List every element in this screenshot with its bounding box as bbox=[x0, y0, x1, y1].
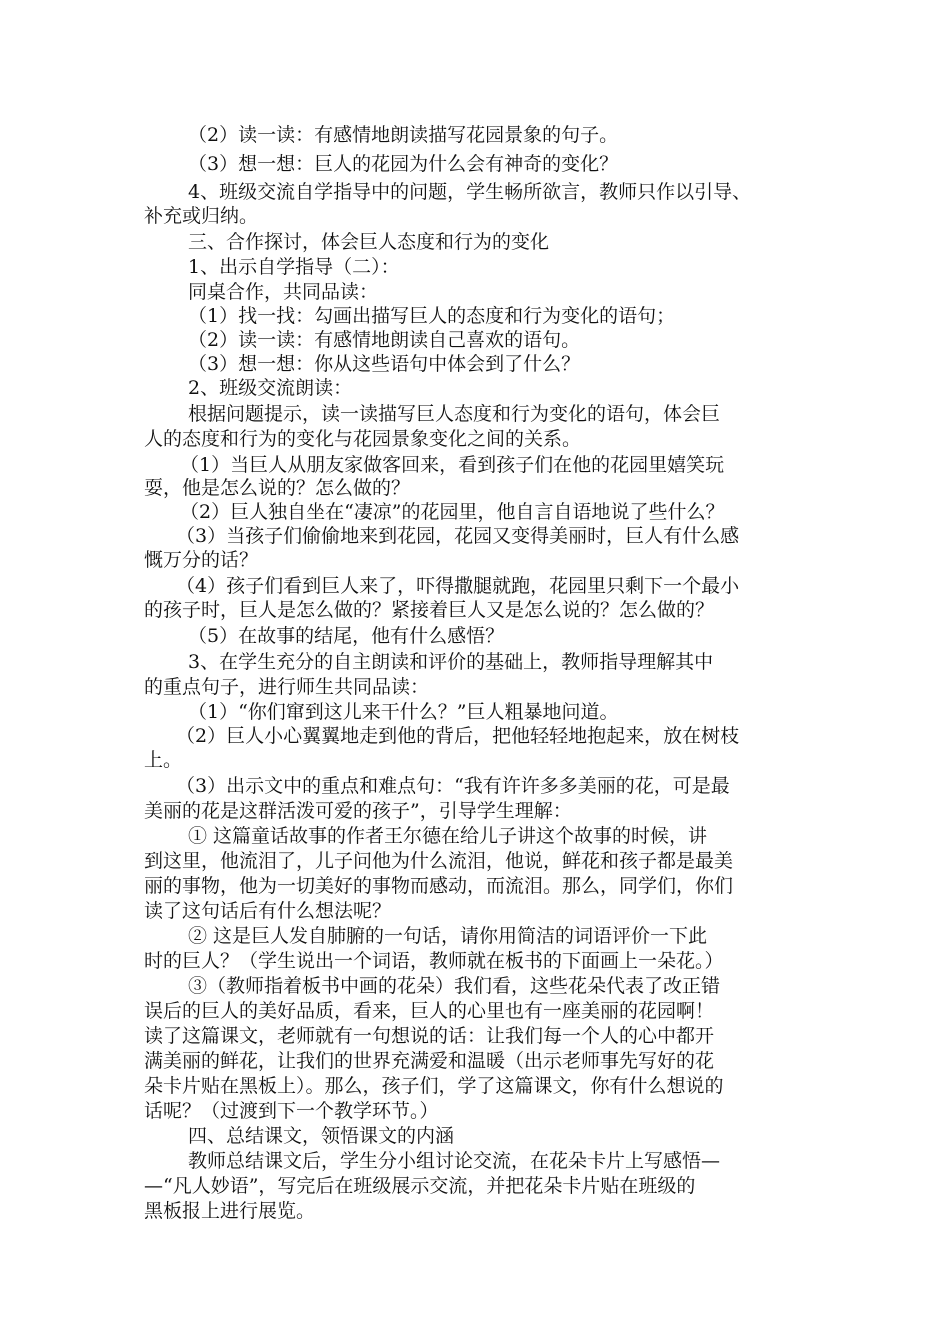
text-line: 的重点句子，进行师生共同品读： bbox=[144, 676, 430, 698]
text-line: 满美丽的鲜花，让我们的世界充满爱和温暖（出示老师事先写好的花 bbox=[144, 1050, 715, 1072]
text-line: 耍，他是怎么说的？怎么做的？ bbox=[144, 477, 411, 499]
text-line: 误后的巨人的美好品质，看来，巨人的心里也有一座美丽的花园啊！ bbox=[144, 1000, 715, 1022]
text-line: 慨万分的话？ bbox=[144, 549, 259, 571]
text-line: （3）出示文中的重点和难点句：“我有许许多多美丽的花，可是最 bbox=[176, 775, 730, 797]
text-line: （5）在故事的结尾，他有什么感悟？ bbox=[188, 625, 505, 647]
text-line: 到这里，他流泪了，儿子问他为什么流泪，他说，鲜花和孩子都是最美 bbox=[144, 850, 734, 872]
text-line: 2、班级交流朗读： bbox=[188, 377, 353, 399]
text-line: 读了这句话后有什么想法呢？ bbox=[144, 900, 392, 922]
text-line: 美丽的花是这群活泼可爱的孩子”，引导学生理解： bbox=[144, 800, 572, 822]
text-line: 上。 bbox=[144, 749, 183, 771]
text-line: 1、出示自学指导（二）： bbox=[188, 256, 400, 278]
text-line: （1）“你们窜到这儿来干什么？”巨人粗暴地问道。 bbox=[188, 701, 619, 723]
text-line: （1）当巨人从朋友家做客回来，看到孩子们在他的花园里嬉笑玩 bbox=[180, 454, 725, 476]
section-heading: 四、总结课文，领悟课文的内涵 bbox=[188, 1125, 455, 1147]
text-line: （2）读一读：有感情地朗读描写花园景象的句子。 bbox=[188, 124, 619, 146]
text-line: （3）想一想：你从这些语句中体会到了什么？ bbox=[188, 353, 581, 375]
section-heading: 三、合作探讨，体会巨人态度和行为的变化 bbox=[188, 231, 550, 253]
text-line: 人的态度和行为的变化与花园景象变化之间的关系。 bbox=[144, 428, 582, 450]
text-line: 读了这篇课文，老师就有一句想说的话：让我们每一个人的心中都开 bbox=[144, 1025, 715, 1047]
text-line: （2）读一读：有感情地朗读自己喜欢的语句。 bbox=[188, 329, 581, 351]
text-line: 补充或归纳。 bbox=[144, 205, 259, 227]
text-line: （3）当孩子们偷偷地来到花园，花园又变得美丽时，巨人有什么感 bbox=[176, 525, 740, 547]
text-line: 根据问题提示，读一读描写巨人态度和行为变化的语句，体会巨 bbox=[188, 403, 721, 425]
text-line: （3）想一想：巨人的花园为什么会有神奇的变化？ bbox=[188, 153, 619, 175]
text-line: （2）巨人独自坐在“凄凉”的花园里，他自言自语地说了些什么？ bbox=[180, 501, 725, 523]
text-line: 时的巨人？（学生说出一个词语，教师就在板书的下面画上一朵花。） bbox=[144, 950, 724, 972]
text-line: 教师总结课文后，学生分小组讨论交流，在花朵卡片上写感悟— bbox=[188, 1150, 721, 1172]
text-line: ③（教师指着板书中画的花朵）我们看，这些花朵代表了改正错 bbox=[188, 975, 721, 997]
text-line: 4、班级交流自学指导中的问题，学生畅所欲言，教师只作以引导、 bbox=[188, 181, 752, 203]
text-line: （1）找一找：勾画出描写巨人的态度和行为变化的语句； bbox=[188, 305, 676, 327]
text-line: 话呢？（过渡到下一个教学环节。） bbox=[144, 1100, 439, 1122]
text-line: （2）巨人小心翼翼地走到他的背后，把他轻轻地抱起来，放在树枝 bbox=[176, 725, 740, 747]
text-line: ① 这篇童话故事的作者王尔德在给儿子讲这个故事的时候，讲 bbox=[188, 825, 708, 847]
text-line: 黑板报上进行展览。 bbox=[144, 1200, 316, 1222]
text-line: 朵卡片贴在黑板上）。那么，孩子们，学了这篇课文，你有什么想说的 bbox=[144, 1075, 724, 1097]
text-line: 丽的事物，他为一切美好的事物而感动，而流泪。那么，同学们，你们 bbox=[144, 875, 734, 897]
text-line: 3、在学生充分的自主朗读和评价的基础上，教师指导理解其中 bbox=[188, 651, 714, 673]
text-line: （4）孩子们看到巨人来了，吓得撒腿就跑，花园里只剩下一个最小 bbox=[176, 575, 740, 597]
text-line: ② 这是巨人发自肺腑的一句话，请你用简洁的词语评价一下此 bbox=[188, 925, 708, 947]
text-line: 的孩子时，巨人是怎么做的？紧接着巨人又是怎么说的？怎么做的？ bbox=[144, 599, 715, 621]
text-line: 同桌合作，共同品读： bbox=[188, 281, 379, 303]
text-line: —“凡人妙语”，写完后在班级展示交流，并把花朵卡片贴在班级的 bbox=[144, 1175, 696, 1197]
